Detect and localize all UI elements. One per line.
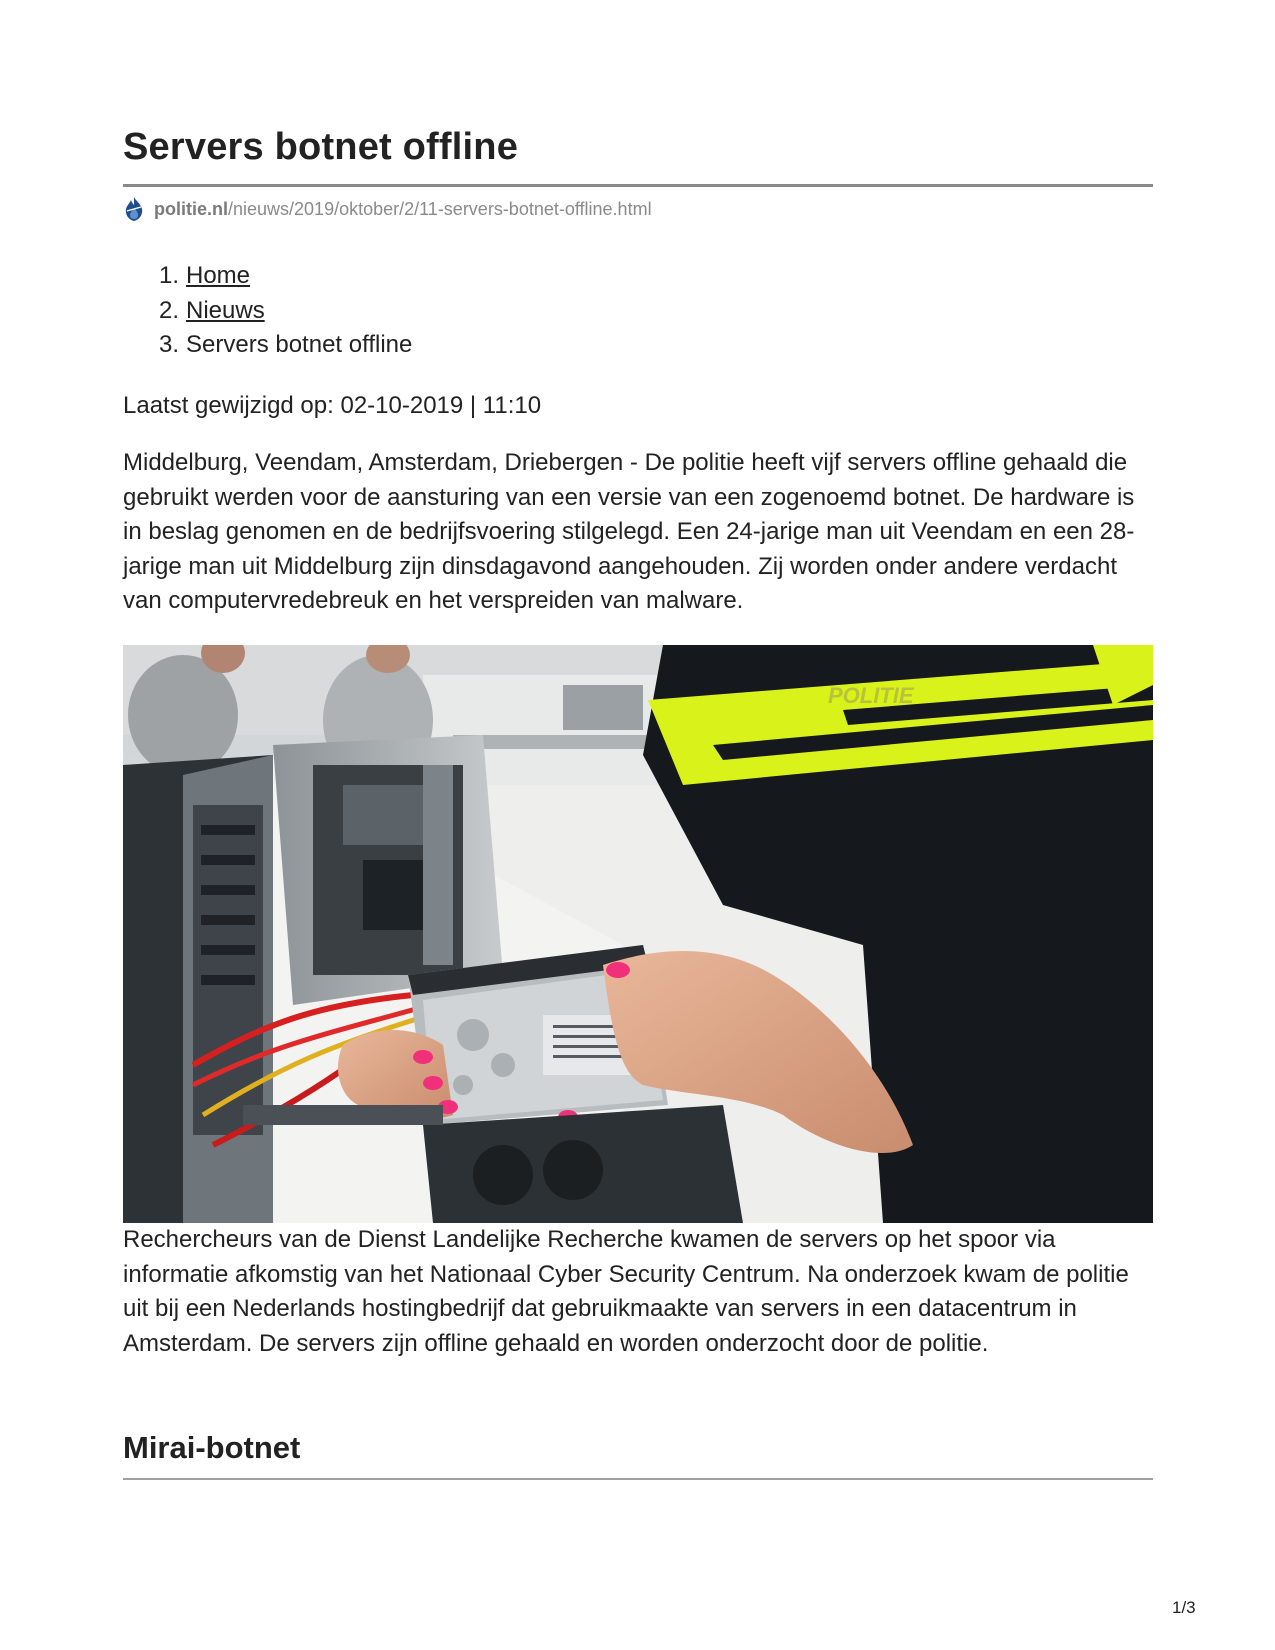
breadcrumb-item-nieuws [123, 294, 412, 329]
body-paragraph: Rechercheurs van de Dienst Landelijke Recherche kwamen de servers op het spoor via informatie afkomstig van het Nationaal Cyber Security Centrum. Na onderzoek kwam de politie uit bij een Nederlands hostingbedrijf dat gebruikmaakte van servers in een datacentrum in Amsterdam. De servers zijn offline gehaald en worden onderzocht door de politie. [123, 1226, 1129, 1357]
politie-flame-icon [123, 196, 145, 222]
section-divider [123, 1478, 1153, 1480]
page-number: 1/3 [1172, 1598, 1196, 1617]
intro-paragraph: Middelburg, Veendam, Amsterdam, Driebergen - De politie heeft vijf servers offline gehaald die gebruikt werden voor de aansturing van een versie van een zogenoemd botnet. De hardware is in beslag genomen en de bedrijfsvoering stilgelegd. Een 24-jarige man uit Veendam en een 28-jarige man uit Middelburg zijn dinsdagavond aangehouden. Zij worden onder andere verdacht van computervredebreuk en het verspreiden van malware. [123, 449, 1135, 614]
photo-officer-holding-hard-drive [123, 645, 1153, 1223]
section-heading: Mirai-botnet [123, 1430, 301, 1465]
breadcrumb [123, 259, 412, 363]
source-url[interactable] [123, 196, 652, 222]
uniform-label: POLITIE [828, 683, 914, 708]
breadcrumb-number: 3. [158, 331, 179, 358]
last-modified-date: Laatst gewijzigd op: 02-10-2019 | 11:10 [123, 392, 542, 419]
article-photo [123, 645, 1153, 1223]
page-title: Servers botnet offline [123, 126, 519, 168]
source-domain: politie.nl [154, 198, 228, 219]
breadcrumb-number: 1. [158, 262, 179, 289]
breadcrumb-item-current [123, 328, 412, 363]
breadcrumb-item-home [123, 259, 412, 294]
breadcrumb-current-page: Servers botnet offline [186, 331, 413, 358]
breadcrumb-number: 2. [158, 296, 179, 324]
source-path: /nieuws/2019/oktober/2/11-servers-botnet-offline.html [228, 198, 652, 219]
breadcrumb-link-nieuws[interactable]: Nieuws [186, 296, 265, 324]
breadcrumb-link-home[interactable]: Home [186, 262, 251, 289]
title-divider [123, 184, 1153, 187]
